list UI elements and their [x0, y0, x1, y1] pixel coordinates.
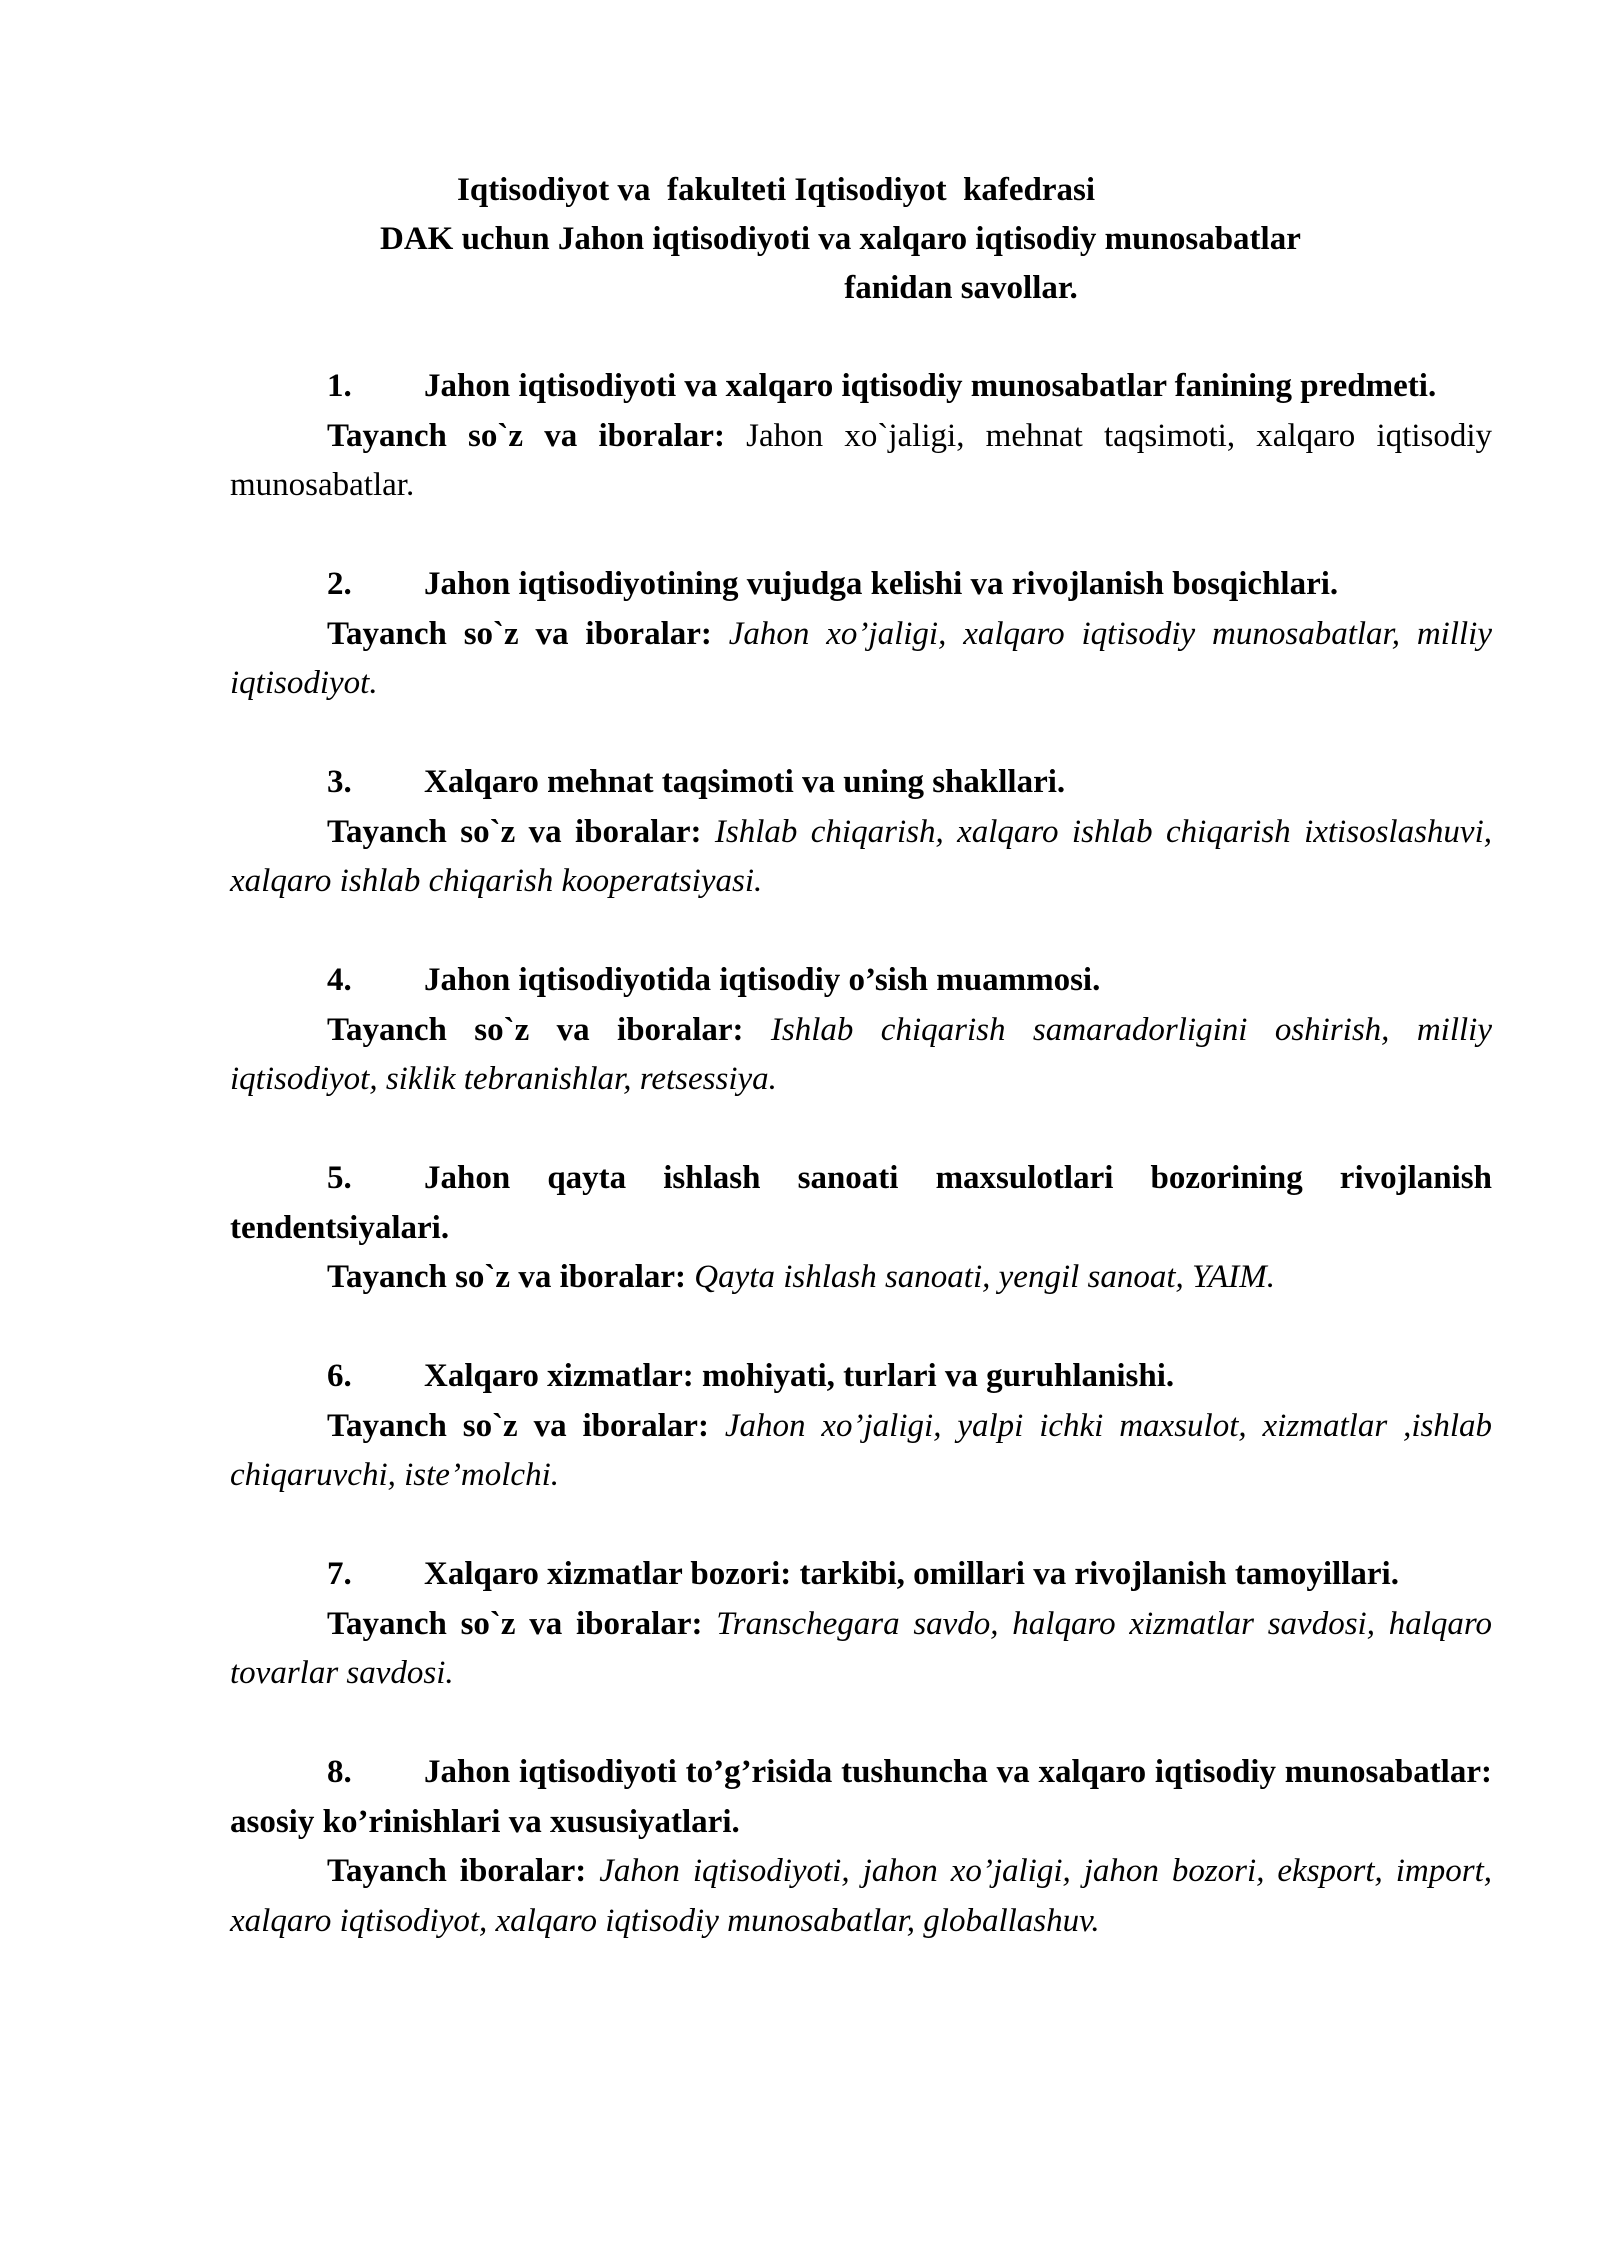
- question-keywords: [230, 610, 1492, 709]
- question-title-text: Xalqaro xizmatlar: mohiyati, turlari va guruhlanishi.: [424, 1358, 1175, 1394]
- keywords-label: Tayanch so`z va iboralar:: [327, 1407, 709, 1444]
- question-item: [230, 560, 1492, 709]
- header-subject-line: DAK uchun Jahon iqtisodiyoti va xalqaro iqtisodiy munosabatlar: [380, 221, 1301, 257]
- question-item: [230, 1748, 1492, 1946]
- question-title-text: Jahon iqtisodiyotining vujudga kelishi va rivojlanish bosqichlari.: [424, 566, 1339, 602]
- questions-list: [230, 362, 1492, 1996]
- question-keywords: [230, 412, 1492, 511]
- keywords-text: Jahon xo’jaligi, yalpi ichki maxsulot, xizmatlar ,ishlab chiqaruvchi, iste’molchi.: [230, 1407, 1492, 1493]
- question-title-text: Jahon iqtisodiyoti va xalqaro iqtisodiy munosabatlar fanining predmeti.: [424, 368, 1437, 404]
- keywords-text: Jahon xo`jaligi, mehnat taqsimoti, xalqaro iqtisodiy munosabatlar.: [230, 417, 1492, 503]
- keywords-label: Tayanch so`z va iboralar:: [327, 813, 702, 850]
- keywords-text: Ishlab chiqarish, xalqaro ishlab chiqarish ixtisoslashuvi, xalqaro ishlab chiqarish kooperatsiyasi.: [230, 813, 1492, 899]
- question-title: [230, 1748, 1492, 1847]
- question-title-text: Jahon qayta ishlash sanoati maxsulotlari bozorining rivojlanish tendentsiyalari.: [230, 1160, 1492, 1246]
- question-item: [230, 758, 1492, 907]
- header-questions-line: fanidan savollar.: [844, 270, 1078, 306]
- question-number: 6.: [327, 1358, 352, 1394]
- question-title: [230, 1154, 1492, 1253]
- question-title: [230, 1352, 1492, 1402]
- keywords-label: Tayanch so`z va iboralar:: [327, 1259, 687, 1295]
- keywords-label: Tayanch iboralar:: [327, 1853, 587, 1889]
- question-title: [230, 362, 1492, 412]
- question-number: 1.: [327, 368, 352, 404]
- question-title-text: Xalqaro xizmatlar bozori: tarkibi, omillari va rivojlanish tamoyillari.: [424, 1556, 1399, 1592]
- keywords-text: Transchegara savdo, halqaro xizmatlar savdosi, halqaro tovarlar savdosi.: [230, 1605, 1492, 1691]
- question-title: [230, 758, 1492, 808]
- question-title-text: Xalqaro mehnat taqsimoti va uning shakllari.: [424, 764, 1066, 800]
- question-item: [230, 1154, 1492, 1303]
- question-keywords: [230, 808, 1492, 907]
- keywords-text: Jahon iqtisodiyoti, jahon xo’jaligi, jahon bozori, eksport, import, xalqaro iqtisodiyot, xalqaro iqtisodiy munosabatlar, globallashuv.: [230, 1853, 1493, 1939]
- question-number: 5.: [327, 1160, 352, 1196]
- question-item: [230, 956, 1492, 1105]
- question-item: [230, 362, 1492, 511]
- keywords-label: Tayanch so`z va iboralar:: [327, 417, 725, 454]
- question-keywords: [230, 1006, 1492, 1105]
- question-title: [230, 560, 1492, 610]
- question-number: 8.: [327, 1754, 352, 1790]
- question-title-text: Jahon iqtisodiyoti to’g’risida tushuncha va xalqaro iqtisodiy munosabatlar: asosiy ko’rinishlari va xususiyatlari.: [230, 1754, 1492, 1840]
- question-item: [230, 1550, 1492, 1699]
- question-keywords: [230, 1402, 1492, 1501]
- question-number: 2.: [327, 566, 352, 602]
- keywords-text: Ishlab chiqarish samaradorligini oshirish, milliy iqtisodiyot, siklik tebranishlar, retsessiya.: [230, 1011, 1492, 1097]
- question-title: [230, 1550, 1492, 1600]
- question-title: [230, 956, 1492, 1006]
- question-keywords: [230, 1600, 1492, 1699]
- question-title-text: Jahon iqtisodiyotida iqtisodiy o’sish muammosi.: [424, 962, 1101, 998]
- document-header: [230, 166, 1492, 313]
- question-number: 3.: [327, 764, 352, 800]
- keywords-text: Jahon xo’jaligi, xalqaro iqtisodiy munosabatlar, milliy iqtisodiyot.: [230, 615, 1492, 701]
- header-faculty-line: Iqtisodiyot va fakulteti Iqtisodiyot kafedrasi: [457, 172, 1096, 208]
- question-item: [230, 1352, 1492, 1501]
- question-keywords: [230, 1253, 1492, 1303]
- question-number: 7.: [327, 1556, 352, 1592]
- question-number: 4.: [327, 962, 352, 998]
- keywords-label: Tayanch so`z va iboralar:: [327, 615, 712, 652]
- question-keywords: [230, 1847, 1492, 1946]
- keywords-label: Tayanch so`z va iboralar:: [327, 1011, 744, 1048]
- keywords-label: Tayanch so`z va iboralar:: [327, 1605, 703, 1642]
- keywords-text: Qayta ishlash sanoati, yengil sanoat, YAIM.: [694, 1259, 1275, 1295]
